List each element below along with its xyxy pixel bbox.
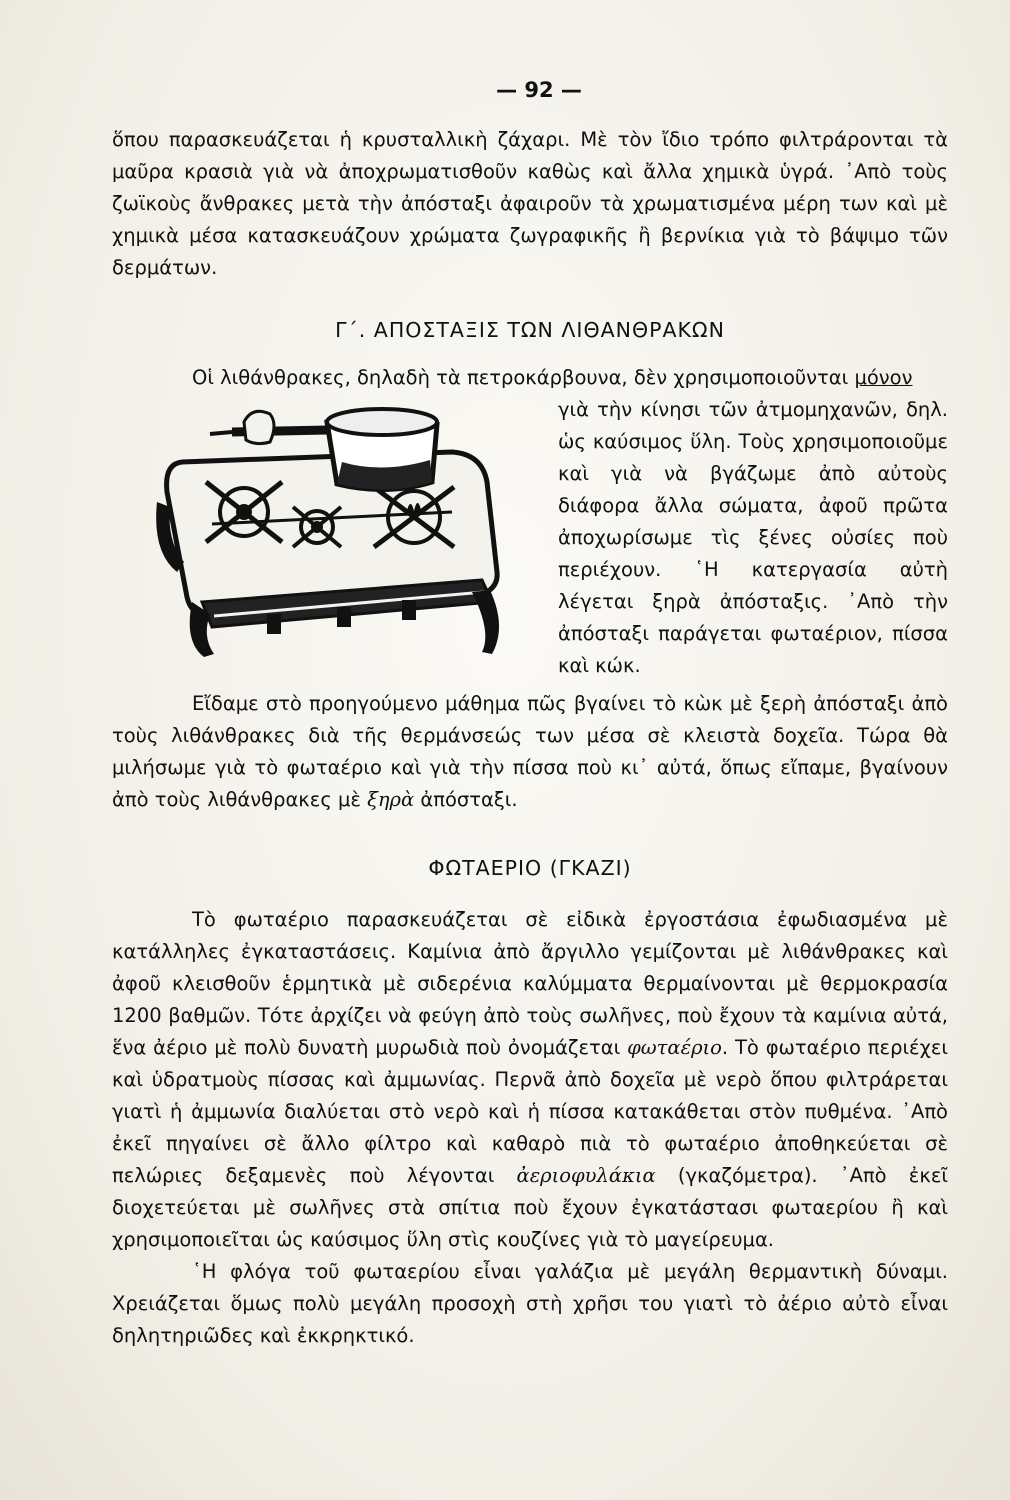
page-number: — 92 —	[496, 78, 582, 102]
gas-stove-illustration	[152, 402, 532, 664]
coal-p2-italic: ξηρὰ	[367, 788, 415, 811]
gas-p1-start: Τὸ φωταέριο παρασκευάζεται σὲ εἰδικὰ ἐργοστάσια ἐφωδιασμένα μὲ κατάλληλες ἐγκαταστάσεις. Καμίνια ἀπὸ ἄργιλλο γεμίζονται μὲ λιθάνθρακες καὶ ἀφοῦ κλεισθοῦν ἑρμητικὰ μὲ σιδερένια καλύμματα θερμαίνονται μὲ θερμοκρασία 1200 βαθμῶν. Τότε ἀρχίζει νὰ φεύγη ἀπὸ τοὺς σωλῆνες, ποὺ ἔχουν τὰ καμίνια αὐτά, ἕνα ἀέριο μὲ πολὺ δυνατὴ μυρωδιὰ ποὺ ὀνομάζεται	[112, 908, 948, 1059]
coal-paragraph-1	[112, 362, 948, 394]
coal-p1-start: Οἱ λιθάνθρακες, δηλαδὴ τὰ πετροκάρβουνα, δὲν χρησιμοποιοῦνται	[192, 366, 855, 389]
gas-paragraph-1	[112, 904, 948, 1256]
gas-stove-icon	[152, 402, 532, 664]
intro-paragraph: ὅπου παρασκευάζεται ἡ κρυσταλλικὴ ζάχαρι. Μὲ τὸν ἴδιο τρόπο φιλτράρονται τὰ μαῦρα κρασιὰ γιὰ νὰ ἀποχρωματισθοῦν καθὼς καὶ ἄλλα χημικὰ ὑγρά. ᾿Απὸ τοὺς ζωϊκοὺς ἄνθρακες μετὰ τὴν ἀπόσταξι ἀφαιροῦν τὰ χρωματισμένα μέρη των καὶ μὲ χημικὰ μέσα κατασκευάζουν χρώματα ζωγραφικῆς ἢ βερνίκια γιὰ τὸ βάψιμο τῶν δερμάτων.	[112, 128, 948, 279]
section-heading-coal-gas: ΦΩΤΑΕΡΙΟ (ΓΚΑΖΙ)	[428, 856, 632, 880]
gas-p1-italic-gasholders: ἀεριοφυλάκια	[516, 1164, 656, 1187]
coal-p1-underlined: μόνον	[854, 366, 913, 389]
coal-paragraph-1-continued: γιὰ τὴν κίνησι τῶν ἀτμομηχανῶν, δηλ. ὡς καύσιμος ὕλη. Τοὺς χρησιμοποιοῦμε καὶ γιὰ νὰ βγάζωμε ἀπὸ αὐτοὺς διάφορα ἄλλα σώματα, ἀφοῦ πρῶτα ἀποχωρίσωμε τὶς ξένες οὐσίες ποὺ περιέχουν. ῾Η κατεργασία αὐτὴ λέγεται ξηρὰ ἀπόσταξις. ᾿Απὸ τὴν ἀπόσταξι παράγεται φωταέριον, πίσσα καὶ κώκ.	[558, 398, 948, 677]
gas-paragraph-2: ῾Η φλόγα τοῦ φωταερίου εἶναι γαλάζια μὲ μεγάλη θερμαντικὴ δύναμι. Χρειάζεται ὅμως πολὺ μεγάλη προσοχὴ στὴ χρῆσι του γιατὶ τὸ ἀέριο αὐτὸ εἶναι δηλητηριῶδες καὶ ἐκκρηκτικό.	[112, 1260, 948, 1347]
coal-p2-end: ἀπόσταξι.	[414, 788, 518, 811]
gas-p1-end: (γκαζόμετρα). ᾿Απὸ ἐκεῖ διοχετεύεται μὲ σωλῆνες στὰ σπίτια ποὺ ἔχουν ἐγκατάστασι φωταερίου ἢ καὶ χρησιμοποιεῖται ὡς καύσιμος ὕλη στὶς κουζίνες γιὰ τὸ μαγείρευμα.	[112, 1164, 948, 1251]
gas-p1-italic-term: φωταέριο	[627, 1036, 722, 1059]
section-heading-coal-distillation: Γ΄. ΑΠΟΣΤΑΞΙΣ ΤΩΝ ΛΙΘΑΝΘΡΑΚΩΝ	[335, 318, 725, 342]
coal-paragraph-2	[112, 688, 948, 816]
coal-p2-start: Εἴδαμε στὸ προηγούμενο μάθημα πῶς βγαίνει τὸ κὼκ μὲ ξερὴ ἀπόσταξι ἀπὸ τοὺς λιθάνθρακες διὰ τῆς θερμάνσεώς των μέσα σὲ κλειστὰ δοχεῖα. Τώρα θὰ μιλήσωμε γιὰ τὸ φωταέριο καὶ γιὰ τὴν πίσσα ποὺ κι᾿ αὐτά, ὅπως εἴπαμε, βγαίνουν ἀπὸ τοὺς λιθάνθρακες μὲ	[112, 692, 948, 811]
gas-p1-mid: . Τὸ φωταέριο περιέχει καὶ ὑδρατμοὺς πίσσας καὶ ἀμμωνίας. Περνᾶ ἀπὸ δοχεῖα μὲ νερὸ ὅπου φιλτράρεται γιατὶ ἡ ἀμμωνία διαλύεται στὸ νερὸ καὶ ἡ πίσσα κατακάθεται στὸν πυθμένα. ᾿Απὸ ἐκεῖ πηγαίνει σὲ ἄλλο φίλτρο καὶ καθαρὸ πιὰ τὸ φωταέριο ἀποθηκεύεται σὲ πελώριες δεξαμενὲς ποὺ λέγονται	[112, 1036, 948, 1187]
